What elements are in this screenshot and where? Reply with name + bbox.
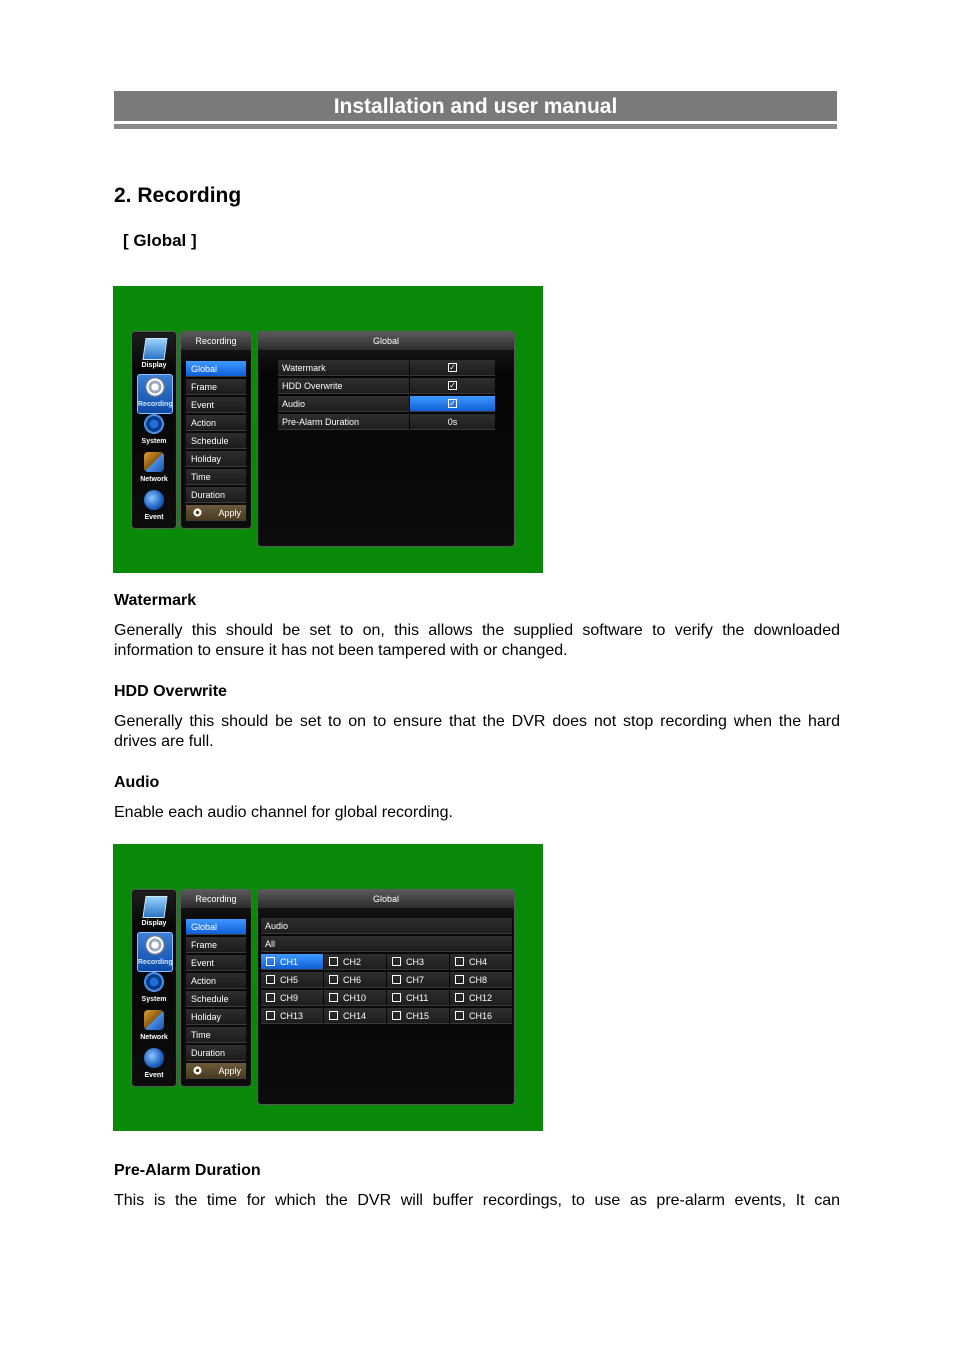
channel-label: CH14 — [343, 1011, 367, 1021]
panel-title: Global — [258, 890, 514, 908]
menu-recording[interactable] — [137, 374, 173, 414]
submenu-title: Recording — [181, 890, 251, 908]
checkbox — [266, 957, 275, 966]
submenu-schedule[interactable]: Schedule — [186, 433, 246, 449]
channel-ch5[interactable] — [261, 972, 323, 988]
gear-icon — [144, 414, 164, 434]
disc-icon — [145, 935, 165, 955]
submenu-schedule[interactable]: Schedule — [186, 991, 246, 1007]
channel-label: CH7 — [406, 975, 425, 985]
submenu-event[interactable]: Event — [186, 397, 246, 413]
checkbox-check: ✓ — [449, 381, 456, 391]
channel-ch6[interactable] — [324, 972, 386, 988]
checkbox — [455, 975, 464, 984]
checkbox — [329, 993, 338, 1002]
menu-event-label: Event — [144, 514, 164, 521]
menu-event[interactable] — [137, 1046, 171, 1084]
menu-display-label: Display — [141, 920, 167, 927]
channel-label: CH16 — [469, 1011, 493, 1021]
channel-ch16[interactable] — [450, 1008, 512, 1024]
audio-all-toggle[interactable]: All — [261, 936, 512, 952]
checkbox-check: ✓ — [449, 363, 456, 373]
watermark-text: Generally this should be set to on, this allows the supplied software to verify the downloaded information to ensure it has not been tampered with or changed. — [114, 622, 840, 659]
menu-system[interactable] — [137, 970, 171, 1008]
hdd-overwrite-label: HDD Overwrite — [278, 378, 409, 394]
checkbox — [392, 1011, 401, 1020]
channel-label: CH10 — [343, 993, 367, 1003]
pre-alarm-value[interactable]: 0s — [410, 414, 495, 430]
audio-checkbox[interactable] — [410, 396, 495, 412]
audio-text: Enable each audio channel for global recording. — [114, 804, 453, 821]
gear-icon — [144, 972, 164, 992]
audio-label: Audio — [278, 396, 409, 412]
submenu-holiday[interactable]: Holiday — [186, 1009, 246, 1025]
section-title: 2. Recording — [114, 184, 242, 207]
disc-icon — [145, 377, 165, 397]
main-menu-icons — [131, 889, 177, 1087]
manual-header: Installation and user manual — [114, 91, 837, 121]
pre-alarm-text: This is the time for which the DVR will buffer recordings, to use as pre-alarm events, It can — [114, 1192, 840, 1209]
checkbox — [392, 975, 401, 984]
channel-ch12[interactable] — [450, 990, 512, 1006]
watermark-checkbox[interactable] — [410, 360, 495, 376]
channel-ch1[interactable] — [261, 954, 323, 970]
channel-ch13[interactable] — [261, 1008, 323, 1024]
channel-label: CH3 — [406, 957, 425, 967]
apply-label: Apply — [218, 508, 241, 518]
screenshot-global-settings — [113, 286, 543, 573]
channel-label: CH8 — [469, 975, 488, 985]
network-icon — [144, 452, 164, 472]
apply-button[interactable] — [186, 505, 246, 521]
submenu-frame[interactable]: Frame — [186, 379, 246, 395]
menu-network[interactable] — [137, 450, 171, 488]
channel-label: CH9 — [280, 993, 299, 1003]
refresh-icon — [193, 508, 202, 517]
checkbox — [455, 993, 464, 1002]
submenu-duration[interactable]: Duration — [186, 1045, 246, 1061]
menu-display[interactable] — [137, 894, 171, 932]
menu-display-label: Display — [141, 362, 167, 369]
submenu-global[interactable]: Global — [186, 361, 246, 377]
monitor-icon — [142, 896, 167, 918]
header-divider — [114, 124, 837, 129]
submenu-time[interactable]: Time — [186, 469, 246, 485]
hdd-heading: HDD Overwrite — [114, 683, 227, 700]
submenu-action[interactable]: Action — [186, 973, 246, 989]
menu-event-label: Event — [144, 1072, 164, 1079]
screenshot-audio-channels — [113, 844, 543, 1131]
channel-ch15[interactable] — [387, 1008, 449, 1024]
subsection-title: [ Global ] — [123, 231, 197, 250]
menu-system[interactable] — [137, 412, 171, 450]
menu-network-label: Network — [140, 476, 168, 483]
channel-label: CH5 — [280, 975, 299, 985]
channel-ch14[interactable] — [324, 1008, 386, 1024]
channel-label: CH13 — [280, 1011, 304, 1021]
channel-ch3[interactable] — [387, 954, 449, 970]
clock-icon — [144, 1048, 164, 1068]
audio-section-label: Audio — [261, 918, 512, 934]
submenu-holiday[interactable]: Holiday — [186, 451, 246, 467]
submenu-title: Recording — [181, 332, 251, 350]
submenu-action[interactable]: Action — [186, 415, 246, 431]
checkbox — [329, 957, 338, 966]
checkbox — [266, 1011, 275, 1020]
panel-title: Global — [258, 332, 514, 350]
submenu-time[interactable]: Time — [186, 1027, 246, 1043]
channel-ch10[interactable] — [324, 990, 386, 1006]
checkbox — [455, 957, 464, 966]
channel-label: CH2 — [343, 957, 362, 967]
network-icon — [144, 1010, 164, 1030]
channel-label: CH12 — [469, 993, 493, 1003]
channel-ch9[interactable] — [261, 990, 323, 1006]
channel-ch4[interactable] — [450, 954, 512, 970]
recording-submenu — [180, 889, 252, 1087]
submenu-global[interactable]: Global — [186, 919, 246, 935]
pre-alarm-heading: Pre-Alarm Duration — [114, 1162, 261, 1179]
watermark-heading: Watermark — [114, 592, 197, 609]
channel-ch2[interactable] — [324, 954, 386, 970]
channel-ch8[interactable] — [450, 972, 512, 988]
audio-heading: Audio — [114, 774, 160, 791]
channel-label: CH11 — [406, 993, 429, 1003]
menu-recording[interactable] — [137, 932, 173, 972]
menu-network[interactable] — [137, 1008, 171, 1046]
checkbox — [392, 993, 401, 1002]
menu-system-label: System — [141, 996, 167, 1003]
menu-system-label: System — [141, 438, 167, 445]
checkbox — [329, 975, 338, 984]
channel-label: CH6 — [343, 975, 362, 985]
checkbox — [455, 1011, 464, 1020]
channel-ch11[interactable] — [387, 990, 449, 1006]
refresh-icon — [193, 1066, 202, 1075]
monitor-icon — [142, 338, 167, 360]
submenu-event[interactable]: Event — [186, 955, 246, 971]
checkbox — [266, 993, 275, 1002]
menu-network-label: Network — [140, 1034, 168, 1041]
channel-label: CH1 — [280, 957, 299, 967]
apply-label: Apply — [218, 1066, 241, 1076]
checkbox — [392, 957, 401, 966]
pre-alarm-label: Pre-Alarm Duration — [278, 414, 409, 430]
menu-event[interactable] — [137, 488, 171, 526]
watermark-label: Watermark — [278, 360, 409, 376]
menu-display[interactable] — [137, 336, 171, 374]
menu-recording-label: Recording — [138, 959, 173, 966]
channel-ch7[interactable] — [387, 972, 449, 988]
recording-submenu — [180, 331, 252, 529]
checkbox-check: ✓ — [449, 399, 456, 409]
submenu-frame[interactable]: Frame — [186, 937, 246, 953]
channel-label: CH15 — [406, 1011, 430, 1021]
apply-button[interactable] — [186, 1063, 246, 1079]
submenu-duration[interactable]: Duration — [186, 487, 246, 503]
checkbox — [266, 975, 275, 984]
checkbox — [329, 1011, 338, 1020]
menu-recording-label: Recording — [138, 401, 173, 408]
clock-icon — [144, 490, 164, 510]
hdd-overwrite-checkbox[interactable] — [410, 378, 495, 394]
global-panel — [257, 331, 515, 547]
hdd-text: Generally this should be set to on to ensure that the DVR does not stop recording when the hard drives are full. — [114, 713, 840, 750]
channel-label: CH4 — [469, 957, 488, 967]
global-panel — [257, 889, 515, 1105]
main-menu-icons — [131, 331, 177, 529]
